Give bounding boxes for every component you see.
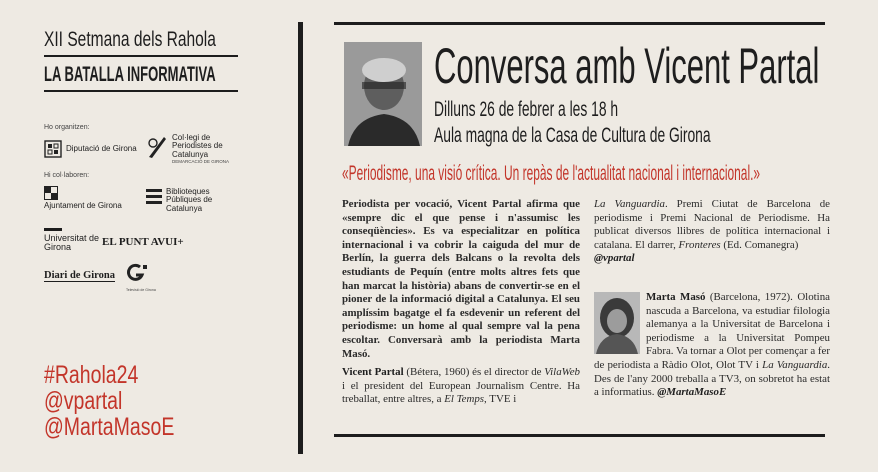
logo-biblioteques xyxy=(146,188,230,213)
event-title: Conversa amb Vicent Partal xyxy=(434,38,820,94)
checkered-shield-icon xyxy=(44,186,58,200)
partal-bio-name: Vicent Partal xyxy=(342,366,404,379)
logo-tv-girona xyxy=(126,263,156,292)
collaborator-ajuntament-name: Ajuntament de Girona xyxy=(44,201,122,210)
partal-bio-text-5: (Ed. Comanegra) xyxy=(720,238,799,251)
maso-bio-outlet: La Vanguardia xyxy=(762,358,828,371)
event-name: XII Setmana dels Rahola xyxy=(44,28,216,51)
g-logo-icon xyxy=(126,263,148,283)
partal-bio-outlet-2: El Temps xyxy=(444,393,485,406)
maso-bio-name: Marta Masó xyxy=(646,291,706,303)
collaborator-biblioteques-name: Biblioteques Públiques de Catalunya xyxy=(166,187,213,213)
partal-bio-text-3: , TVE i xyxy=(484,393,517,406)
maso-bio xyxy=(594,291,830,400)
maso-handle[interactable]: @MartaMasoE xyxy=(657,386,727,399)
collaborator-udg-name: Universitat de Girona xyxy=(44,233,100,253)
sidebar-top-rule xyxy=(44,55,238,57)
maso-bio-paragraph xyxy=(594,291,830,400)
event-date: Dilluns 26 de febrer a les 18 h xyxy=(434,98,619,121)
main-top-rule xyxy=(334,22,825,25)
udg-mark-rule xyxy=(44,228,62,231)
handle-martamasoe[interactable]: @MartaMasoE xyxy=(44,413,175,441)
organizer-diputacio-name: Diputació de Girona xyxy=(66,143,137,153)
logo-diputacio xyxy=(44,140,137,158)
partal-bio-outlet-1: VilaWeb xyxy=(544,366,580,379)
partal-handle[interactable]: @vpartal xyxy=(594,252,635,265)
logo-udg xyxy=(44,228,100,253)
partal-bio-continued xyxy=(594,198,830,266)
hashtag-rahola24[interactable]: #Rahola24 xyxy=(44,361,139,389)
collaborator-tv-girona-name: Televisió de Girona xyxy=(126,288,156,292)
collaborator-elpunt-name: EL PUNT AVUI+ xyxy=(102,236,184,248)
collaborators-label: Hi col·laboren: xyxy=(44,172,90,179)
logo-col-legi xyxy=(146,134,230,164)
maso-photo-spacer xyxy=(594,291,646,355)
event-theme: LA BATALLA INFORMATIVA xyxy=(44,63,216,86)
partal-bio-book: Fronteres xyxy=(678,238,721,251)
sidebar-bottom-rule xyxy=(44,90,238,92)
collaborator-diaridegirona-name: Diari de Girona xyxy=(44,270,115,281)
event-venue: Aula magna de la Casa de Cultura de Girona xyxy=(434,124,711,147)
organizers-label: Ho organitzen: xyxy=(44,124,90,131)
partal-bio-text-2: i el president del European Journalism Centre. Ha treballat, entre altres, a xyxy=(342,379,580,406)
event-subtitle: «Periodisme, una visió crítica. Un repàs de l'actualitat nacional i internacional.» xyxy=(342,162,761,185)
vicent-partal-photo xyxy=(344,42,422,146)
organizer-col-legi-name: Col·legi de Periodistes de Catalunya xyxy=(172,133,223,159)
partal-bio-outlet-3: La Vanguardia xyxy=(594,198,665,210)
partal-bio-text-4: . Premi Ciutat de Barcelona de periodisme i Premi Nacional de Periodisme. Ha publicat diversos llibres de política internacional i catalana. El darrer, xyxy=(594,198,831,251)
right-column xyxy=(594,198,830,266)
vertical-divider xyxy=(298,22,303,454)
intro-paragraph: Periodista per vocació, Vicent Partal afirma que «sempre dic el que pense i n'assumisc les conseqüències». Es va especialitzar en política internacional i va cobrir la caiguda del mur de Berlín, la guerra dels Balcans o la revolta dels estudiants de Pequín (entre molts altres fets que han marcat la història) abans de convertir-se en el pioner de la informació digital a Catalunya. El seu amplíssim bagatge el fa esdevenir un referent del periodisme: un home al qual sempre val la pena escoltar. Conversarà amb la periodista Marta Masó. xyxy=(342,198,580,360)
maso-bio-text-1: (Barcelona, 1972). Olotina nascuda a Barcelona, va estudiar filologia alemanya a la Universitat de Barcelona i periodisme a la Universitat Pompeu Fabra. Va tornar a Olot per començar a fer de periodista a Ràdio Olot, Olot TV i xyxy=(594,291,830,371)
organizer-col-legi-sub: DEMARCACIÓ DE GIRONA xyxy=(172,159,230,165)
partal-bio-start xyxy=(342,366,580,407)
books-icon xyxy=(146,188,162,206)
intro-and-partal-column xyxy=(342,198,580,407)
logo-ajuntament xyxy=(44,186,122,210)
main-bottom-rule xyxy=(334,434,825,437)
seal-icon xyxy=(44,140,62,158)
maso-bio-text-2: . Des de l'any 2000 treballa a TV3, on sobretot ha estat a informatius. xyxy=(594,358,830,399)
pen-icon xyxy=(146,134,168,160)
handle-vpartal[interactable]: @vpartal xyxy=(44,387,123,415)
partal-bio-text-1: (Bétera, 1960) és el director de xyxy=(403,366,545,379)
